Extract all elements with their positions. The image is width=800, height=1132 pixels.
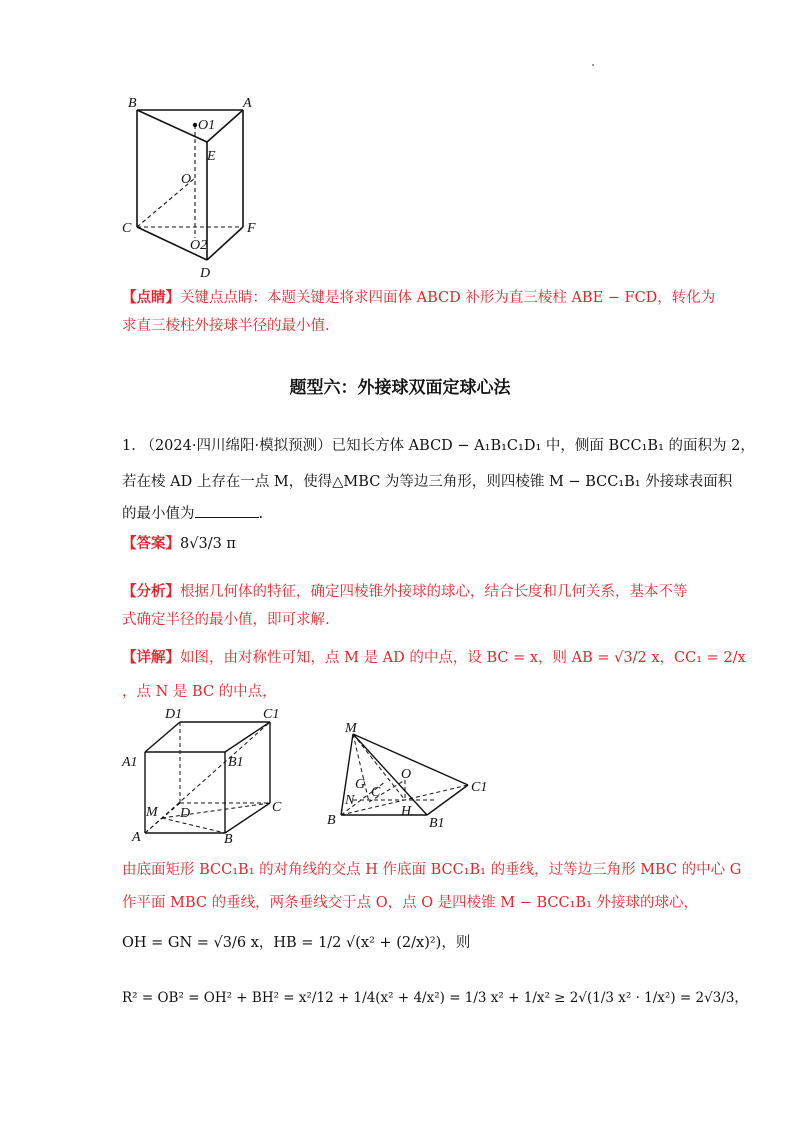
fig1-label-C: C [122, 221, 132, 236]
tip-text-1: 关键点点睛：本题关键是将求四面体 ABCD 补形为直三棱柱 ABE − FCD，转化为 [180, 290, 716, 306]
fig1-label-O: O [181, 172, 192, 187]
detail-eq-2: R² = OB² = OH² + BH² = x²/12 + 1/4(x² + 4/x²) = 1/3 x² + 1/x² ≥ 2√(1/3 x² · 1/x²) = 2√3/3， [122, 990, 748, 1006]
fig2-label-C: C [272, 800, 282, 815]
problem-number: 1. [122, 438, 136, 454]
tip-tag: 【点睛】 [122, 289, 180, 306]
analysis-text-1: 根据几何体的特征，确定四棱锥外接球的球心，结合长度和几何关系，基本不等 [180, 584, 688, 600]
fig3-label-O: O [401, 767, 412, 782]
problem-line-3: 的最小值为 . [122, 506, 264, 522]
fig1-label-A: A [243, 96, 252, 111]
fig2-label-M: M [146, 805, 158, 820]
detail-eq-1: OH = GN = √3/6 x，HB = 1/2 √(x² + (2/x)²)，则 [122, 935, 471, 951]
page-mark [592, 64, 594, 66]
fig1-label-O1: O1 [198, 118, 216, 133]
detail-line-4: 作平面 MBC 的垂线，两条垂线交于点 O，点 O 是四棱锥 M − BCC₁B₁ 外接球的球心， [122, 895, 699, 911]
cuboid-figure [120, 700, 290, 845]
fig3-label-B1: B1 [429, 816, 445, 831]
fig2-label-A1: A1 [122, 755, 138, 770]
analysis-line-1 [122, 582, 688, 602]
fig1-label-E: E [207, 149, 216, 164]
fig3-label-B: B [327, 813, 336, 828]
detail-line-1 [122, 648, 746, 668]
prism-figure [110, 90, 270, 285]
fig2-label-D1: D1 [165, 707, 183, 722]
problem-line-2: 若在棱 AD 上存在一点 M，使得△MBC 为等边三角形，则四棱锥 M − BCC₁B₁ 外接球表面积 [122, 474, 733, 490]
detail-tag: 【详解】 [122, 649, 180, 666]
fig2-label-A: A [132, 830, 141, 845]
problem-line-1 [122, 436, 755, 456]
fig3-label-C: C [371, 785, 381, 800]
fig2-label-B1: B1 [228, 755, 244, 770]
detail-line-3: 由底面矩形 BCC₁B₁ 的对角线的交点 H 作底面 BCC₁B₁ 的垂线，过等边三角形 MBC 的中心 G [122, 862, 742, 878]
tip-line-2: 求直三棱柱外接球半径的最小值. [122, 318, 330, 334]
fig2-label-B: B [224, 832, 233, 845]
fig1-label-B: B [128, 96, 137, 111]
fig3-label-N: N [345, 793, 355, 808]
detail-line-2: ，点 N 是 BC 的中点， [122, 684, 277, 700]
fig2-label-D: D [180, 806, 191, 821]
section-title: 题型六：外接球双面定球心法 [289, 378, 511, 398]
fig1-label-D: D [200, 266, 211, 281]
problem-text-1: 已知长方体 ABCD − A₁B₁C₁D₁ 中，侧面 BCC₁B₁ 的面积为 2， [331, 438, 755, 454]
tip-line-1 [122, 288, 715, 308]
fig1-label-F: F [247, 221, 256, 236]
fig3-label-H: H [401, 804, 412, 819]
problem-text-3: 的最小值为 [122, 506, 195, 522]
problem-source: （2024·四川绵阳·模拟预测） [140, 438, 332, 454]
fig3-label-M: M [345, 721, 357, 736]
detail-text-1: 如图，由对称性可知，点 M 是 AD 的中点，设 BC = x，则 AB = √3/2 x，CC₁ = 2/x [180, 650, 746, 666]
answer-blank [195, 504, 259, 518]
fig1-label-O2: O2 [190, 238, 208, 253]
pyramid-figure [325, 720, 495, 835]
fig3-label-C1: C1 [471, 780, 488, 795]
answer-value: 8√3/3 π [180, 536, 236, 552]
fig3-label-G: G [355, 777, 366, 792]
analysis-tag: 【分析】 [122, 583, 180, 600]
analysis-line-2: 式确定半径的最小值，即可求解. [122, 612, 330, 628]
answer-line [122, 534, 236, 554]
answer-tag: 【答案】 [122, 535, 180, 552]
fig2-label-C1: C1 [263, 707, 280, 722]
